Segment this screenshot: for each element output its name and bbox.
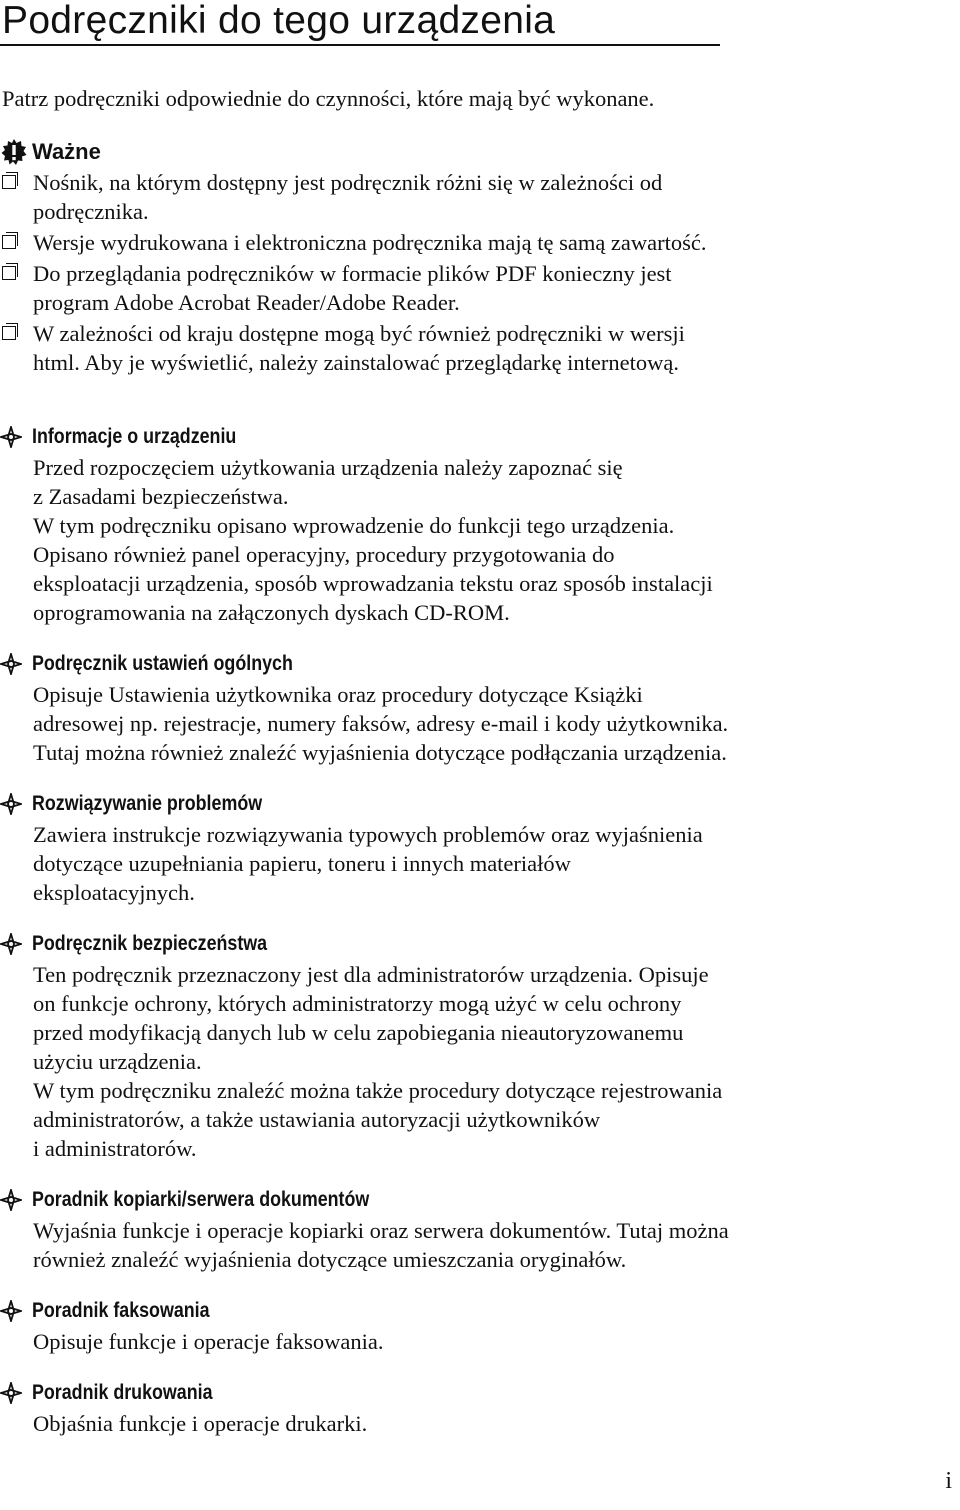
body-line: dotyczące uzupełniania papieru, toneru i innych materiałów bbox=[33, 851, 571, 876]
body-line: Opisuje funkcje i operacje faksowania. bbox=[33, 1329, 384, 1354]
important-item-line: Nośnik, na którym dostępny jest podręcznik różni się w zależności od bbox=[33, 170, 663, 195]
section-title: Poradnik faksowania bbox=[32, 1299, 210, 1322]
section-heading bbox=[0, 1379, 940, 1407]
section-heading bbox=[0, 1186, 940, 1214]
page-number: i bbox=[945, 1468, 952, 1494]
important-label: Ważne bbox=[32, 139, 101, 164]
title-divider bbox=[0, 44, 720, 46]
body-line: również znaleźć wyjaśnienia dotyczące umieszczania oryginałów. bbox=[33, 1247, 627, 1272]
section-heading bbox=[0, 650, 940, 678]
body-line: W tym podręczniku znaleźć można także procedury dotyczące rejestrowania bbox=[33, 1078, 723, 1103]
section-body bbox=[0, 453, 940, 627]
checkbox-bullet-icon bbox=[2, 235, 16, 249]
important-heading bbox=[0, 136, 940, 168]
section-body bbox=[0, 960, 940, 1163]
section-title: Podręcznik ustawień ogólnych bbox=[32, 652, 293, 675]
section-body bbox=[0, 1409, 940, 1438]
checkbox-bullet-icon bbox=[2, 326, 16, 340]
section-title: Podręcznik bezpieczeństwa bbox=[32, 932, 268, 955]
section-rozwiazywanie-problemow bbox=[0, 790, 940, 907]
body-line: przed modyfikacją danych lub w celu zapobiegania nieautoryzowanemu bbox=[33, 1020, 684, 1045]
section-podrecznik-bezpieczenstwa bbox=[0, 930, 940, 1163]
section-informacje-o-urzadzeniu bbox=[0, 423, 940, 627]
diamond-bullet-icon bbox=[0, 793, 22, 815]
body-line: eksploatacji urządzenia, sposób wprowadzania tekstu oraz sposób instalacji bbox=[33, 571, 713, 596]
body-line: Objaśnia funkcje i operacje drukarki. bbox=[33, 1411, 368, 1436]
section-poradnik-faksowania bbox=[0, 1297, 940, 1356]
diamond-bullet-icon bbox=[0, 1382, 22, 1404]
section-body bbox=[0, 820, 940, 907]
important-item bbox=[0, 319, 940, 377]
body-line: eksploatacyjnych. bbox=[33, 880, 195, 905]
section-body bbox=[0, 680, 940, 767]
important-item-line: Do przeglądania podręczników w formacie plików PDF konieczny jest bbox=[33, 261, 672, 286]
section-poradnik-kopiarki bbox=[0, 1186, 940, 1274]
diamond-bullet-icon bbox=[0, 1189, 22, 1211]
diamond-bullet-icon bbox=[0, 653, 22, 675]
important-notice bbox=[0, 136, 940, 379]
important-item-line: W zależności od kraju dostępne mogą być również podręczniki w wersji bbox=[33, 321, 685, 346]
important-item bbox=[0, 168, 940, 226]
body-line: użyciu urządzenia. bbox=[33, 1049, 202, 1074]
important-item bbox=[0, 259, 940, 317]
body-line: Opisano również panel operacyjny, procedury przygotowania do bbox=[33, 542, 615, 567]
section-body bbox=[0, 1216, 940, 1274]
body-line: Ten podręcznik przeznaczony jest dla administratorów urządzenia. Opisuje bbox=[33, 962, 709, 987]
important-item bbox=[0, 228, 940, 257]
important-item-line: html. Aby je wyświetlić, należy zainstalować przeglądarkę internetową. bbox=[33, 350, 680, 375]
body-line: Tutaj można również znaleźć wyjaśnienia dotyczące podłączania urządzenia. bbox=[33, 740, 727, 765]
section-heading bbox=[0, 790, 940, 818]
important-notice-icon bbox=[0, 138, 28, 166]
section-podrecznik-ustawien-ogolnych bbox=[0, 650, 940, 767]
body-line: Przed rozpoczęciem użytkowania urządzenia należy zapoznać się bbox=[33, 455, 623, 480]
important-item-line: podręcznika. bbox=[33, 199, 149, 224]
section-heading bbox=[0, 423, 940, 451]
section-title: Rozwiązywanie problemów bbox=[32, 792, 263, 815]
intro-text: Patrz podręczniki odpowiednie do czynności, które mają być wykonane. bbox=[2, 86, 655, 111]
checkbox-bullet-icon bbox=[2, 175, 16, 189]
body-line: i administratorów. bbox=[33, 1136, 197, 1161]
diamond-bullet-icon bbox=[0, 933, 22, 955]
section-heading bbox=[0, 930, 940, 958]
body-line: adresowej np. rejestracje, numery faksów, adresy e-mail i kody użytkownika. bbox=[33, 711, 729, 736]
body-line: administratorów, a także ustawiania autoryzacji użytkowników bbox=[33, 1107, 601, 1132]
diamond-bullet-icon bbox=[0, 1300, 22, 1322]
section-title: Poradnik drukowania bbox=[32, 1381, 213, 1404]
section-title: Poradnik kopiarki/serwera dokumentów bbox=[32, 1188, 370, 1211]
body-line: Wyjaśnia funkcje i operacje kopiarki oraz serwera dokumentów. Tutaj można bbox=[33, 1218, 729, 1243]
body-line: Opisuje Ustawienia użytkownika oraz procedury dotyczące Książki bbox=[33, 682, 643, 707]
page-title: Podręczniki do tego urządzenia bbox=[2, 0, 556, 42]
body-line: on funkcje ochrony, których administratorzy mogą użyć w celu ochrony bbox=[33, 991, 682, 1016]
diamond-bullet-icon bbox=[0, 426, 22, 448]
section-poradnik-drukowania bbox=[0, 1379, 940, 1438]
section-body bbox=[0, 1327, 940, 1356]
important-list bbox=[0, 168, 940, 377]
body-line: Zawiera instrukcje rozwiązywania typowych problemów oraz wyjaśnienia bbox=[33, 822, 703, 847]
important-item-line: Wersje wydrukowana i elektroniczna podręcznika mają tę samą zawartość. bbox=[33, 230, 707, 255]
body-line: z Zasadami bezpieczeństwa. bbox=[33, 484, 289, 509]
section-title: Informacje o urządzeniu bbox=[32, 425, 237, 448]
body-line: oprogramowania na załączonych dyskach CD-ROM. bbox=[33, 600, 510, 625]
checkbox-bullet-icon bbox=[2, 266, 16, 280]
section-heading bbox=[0, 1297, 940, 1325]
important-item-line: program Adobe Acrobat Reader/Adobe Reader. bbox=[33, 290, 460, 315]
body-line: W tym podręczniku opisano wprowadzenie do funkcji tego urządzenia. bbox=[33, 513, 675, 538]
